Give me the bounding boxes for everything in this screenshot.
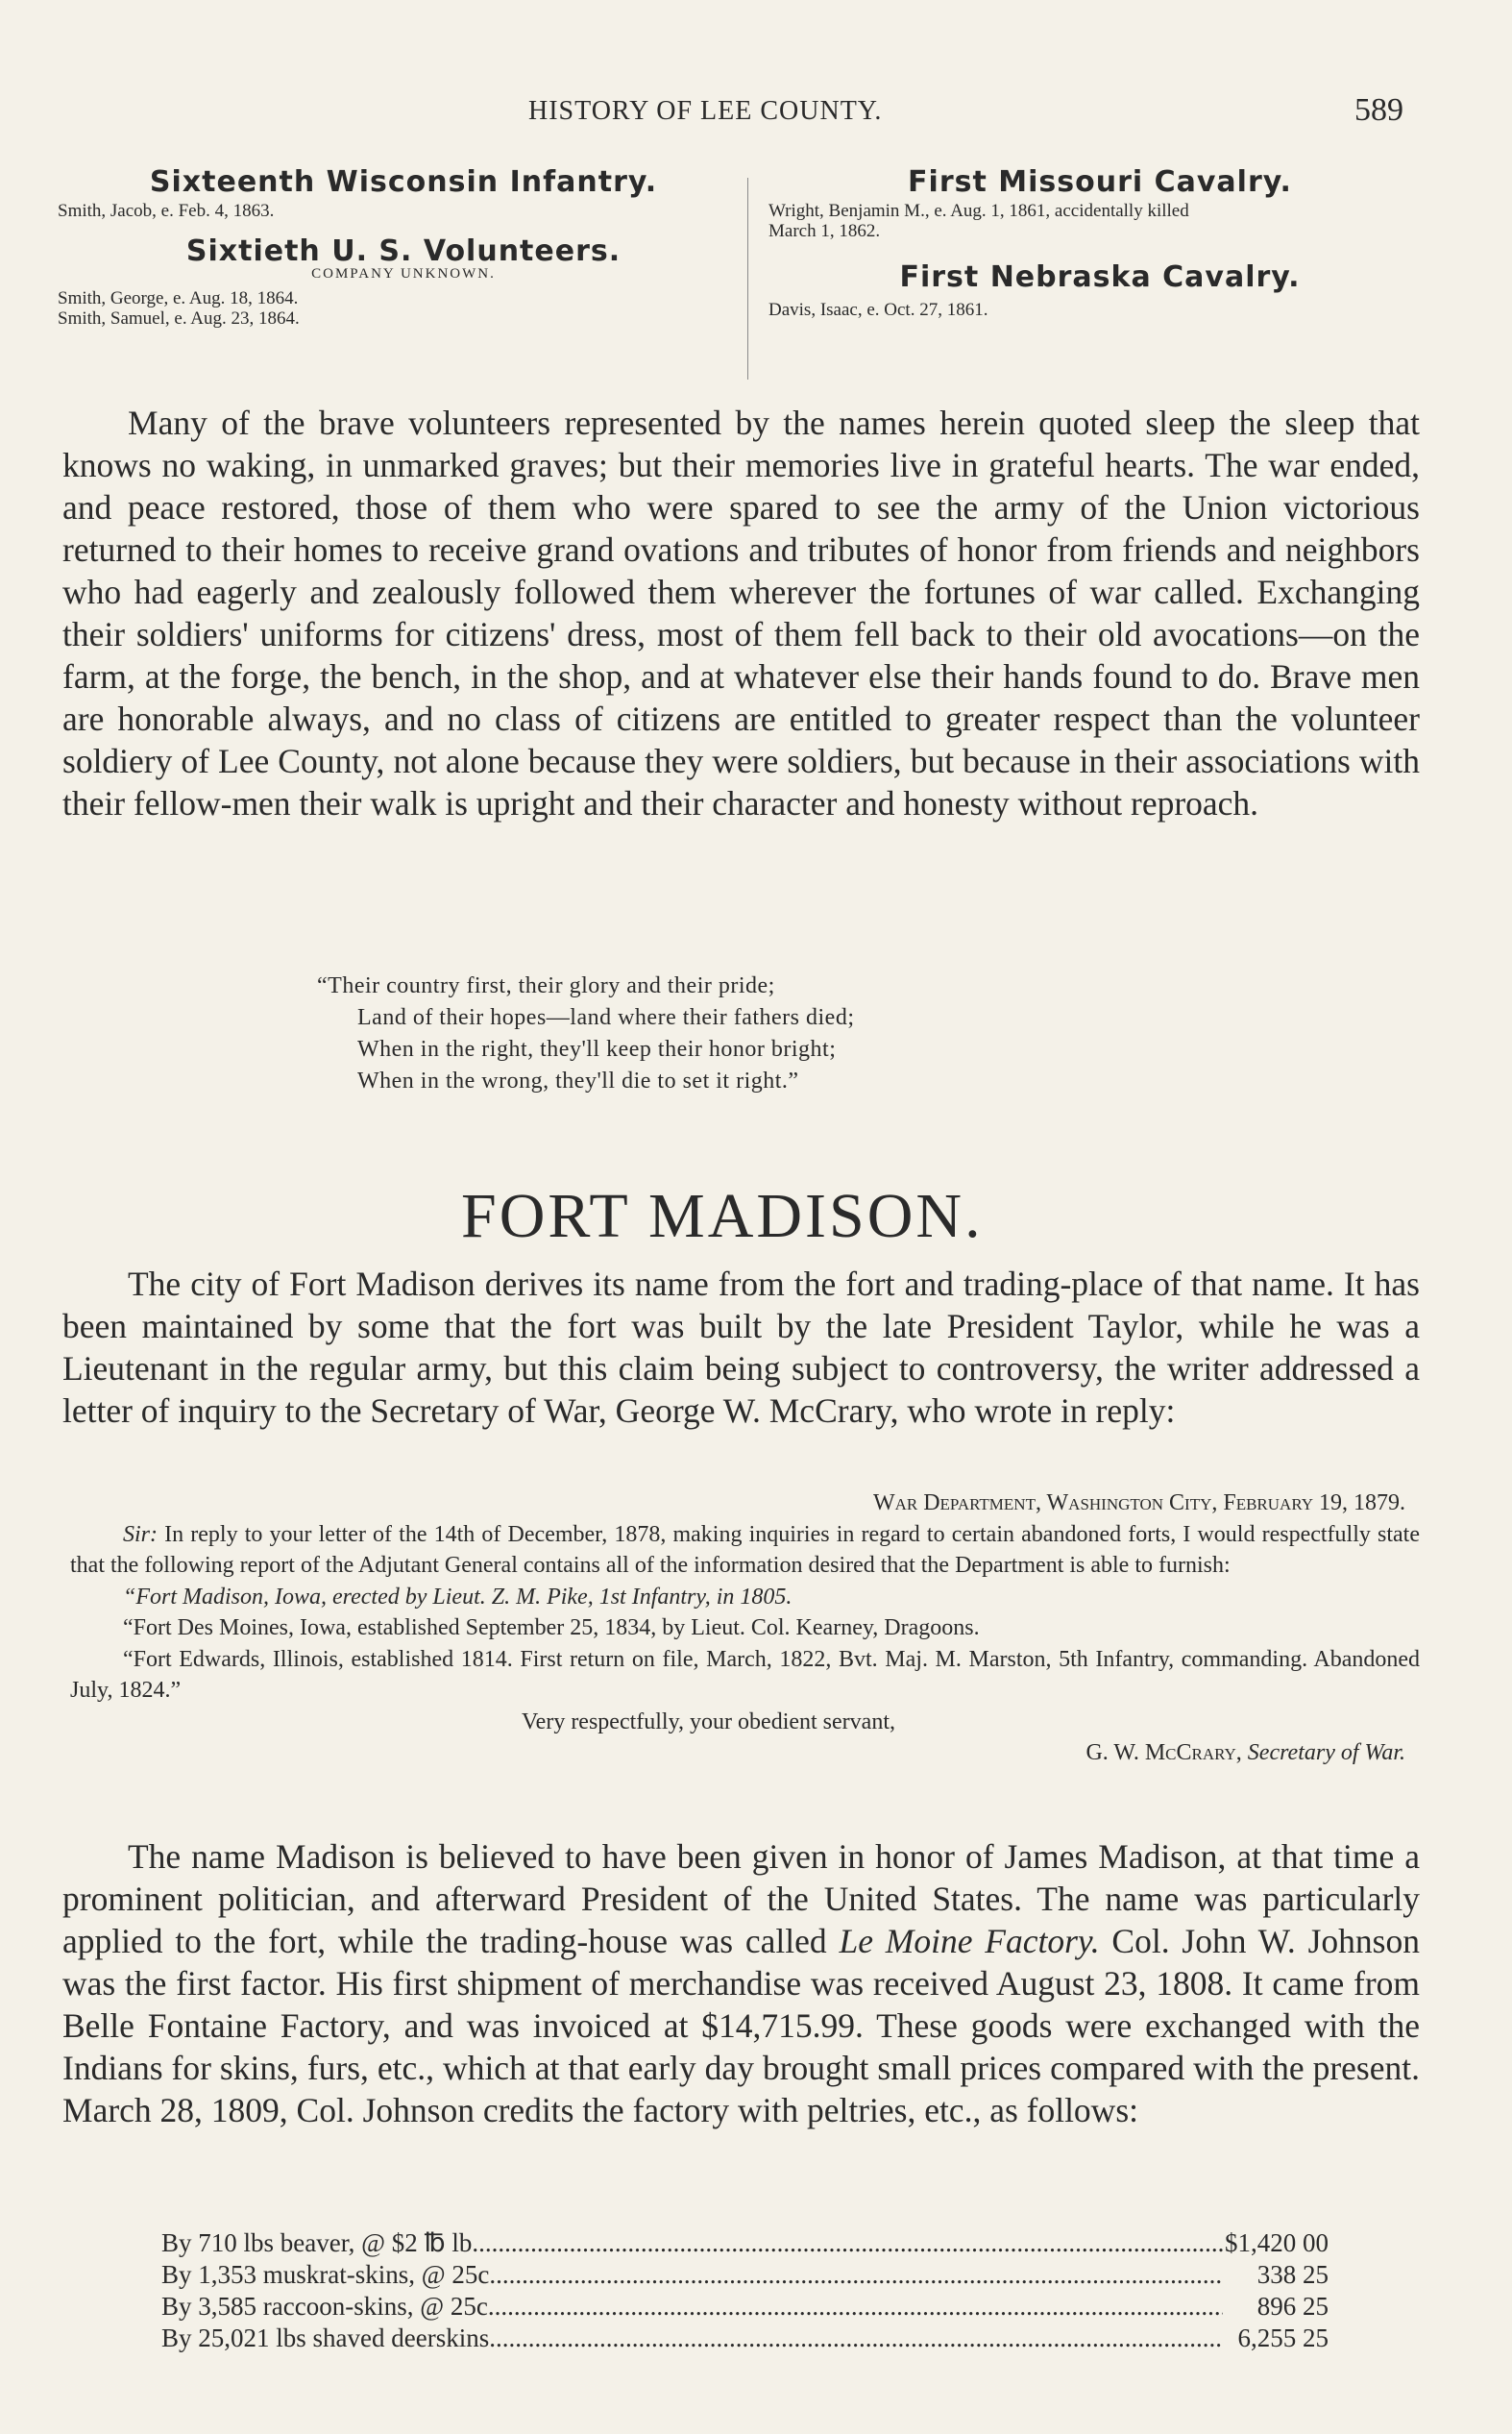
letter-dateline: War Department, Washington City, February 19, 1879. xyxy=(872,1490,1405,1515)
section-title: FORT MADISON. xyxy=(461,1181,984,1251)
paragraph-text: The city of Fort Madison derives its name from the fort and trading-place of that name. It has been maintained by some that the fort was built by the late President Taylor, while he was a Lieutenant in the regular army, but this claim being subject to controversy, the writer addressed a letter of inquiry to the Secretary of War, George W. McCrary, who wrote in reply: xyxy=(62,1265,1420,1430)
roster-entry: March 1, 1862. xyxy=(768,221,881,241)
verse-line: “Their country first, their glory and their pride; xyxy=(317,973,775,998)
memorial-paragraph xyxy=(62,402,1420,824)
roster-entry: Wright, Benjamin M., e. Aug. 1, 1861, accidentally killed xyxy=(768,201,1189,221)
letter-item: “Fort Des Moines, Iowa, established September 25, 1834, by Lieut. Col. Kearney, Dragoons. xyxy=(123,1615,980,1640)
factory-name: Le Moine Factory. xyxy=(839,1922,1100,1960)
ledger-item: By 710 lbs beaver, @ $2 ℔ lb xyxy=(161,2228,473,2257)
letter-body-text: In reply to your letter of the 14th of December, 1878, making inquiries in regard to certain abandoned forts, I would respectfully state that the following report of the Adjutant General contains all of the information desired that the Department is able to furnish: xyxy=(70,1521,1420,1578)
factory-paragraph xyxy=(62,1835,1420,2131)
signature-name: G. W. McCrary, xyxy=(1085,1740,1242,1765)
ledger-amount: 338 25 xyxy=(1256,2260,1329,2289)
leader-dots xyxy=(472,2227,1223,2259)
paragraph-text xyxy=(62,1835,1420,2131)
unit-subtitle: COMPANY UNKNOWN. xyxy=(311,266,496,282)
verse-line: When in the right, they'll keep their honor bright; xyxy=(357,1037,837,1062)
column-divider xyxy=(747,178,748,380)
unit-heading: First Missouri Cavalry. xyxy=(908,165,1292,199)
roster-left-column xyxy=(58,165,749,329)
unit-heading: Sixtieth U. S. Volunteers. xyxy=(185,234,622,268)
roster-entry: Smith, George, e. Aug. 18, 1864. xyxy=(58,288,299,308)
unit-heading: Sixteenth Wisconsin Infantry. xyxy=(149,165,658,199)
paragraph-text-part: Col. John W. Johnson was the first factor. His first shipment of merchandise was received August 23, 1808. It came from Belle Fontaine Factory, and was invoiced at $14,715.99. These goods were exchanged with the Indians for skins, furs, etc., which at that early day brought small prices compared with the present. March 28, 1809, Col. Johnson credits the factory with peltries, etc., as follows: xyxy=(62,1922,1420,2129)
letter-salutation: Sir: xyxy=(123,1521,158,1547)
verse-line: Land of their hopes—land where their fathers died; xyxy=(357,1005,855,1030)
page-number: 589 xyxy=(1354,92,1403,128)
signature-title: Secretary of War. xyxy=(1247,1740,1405,1765)
ledger-row xyxy=(161,2291,1329,2323)
paragraph-text-part: The name Madison is believed to have been given in honor of James Madison, at that time a prominent politician, and afterward President of the United States. The name was particularly applied to the fort, while the trading-house was called xyxy=(62,1837,1420,1960)
leader-dots xyxy=(488,2291,1223,2323)
ledger-row xyxy=(161,2259,1329,2291)
running-head: HISTORY OF LEE COUNTY. xyxy=(528,96,883,126)
leader-dots xyxy=(489,2259,1223,2291)
ledger-item: By 1,353 muskrat-skins, @ 25c xyxy=(161,2260,490,2289)
intro-paragraph xyxy=(62,1263,1420,1432)
leader-dots xyxy=(489,2323,1223,2354)
letter-item: “Fort Madison, Iowa, erected by Lieut. Z. M. Pike, 1st Infantry, in 1805. xyxy=(123,1584,793,1610)
letter-closing: Very respectfully, your obedient servant, xyxy=(522,1709,895,1734)
verse-quote xyxy=(317,971,855,1097)
roster-entry: Davis, Isaac, e. Oct. 27, 1861. xyxy=(768,300,988,320)
ledger-row xyxy=(161,2323,1329,2354)
unit-heading: First Nebraska Cavalry. xyxy=(899,260,1301,294)
credits-ledger xyxy=(161,2227,1329,2354)
letter-body xyxy=(70,1519,1420,1582)
ledger-row xyxy=(161,2227,1329,2259)
letter-item: “Fort Edwards, Illinois, established 1814. First return on file, March, 1822, Bvt. Maj. M. Marston, 5th Infantry, commanding. Abandoned July, 1824.” xyxy=(70,1646,1420,1703)
ledger-amount: 6,255 25 xyxy=(1237,2323,1329,2352)
ledger-amount: 896 25 xyxy=(1256,2292,1329,2321)
ledger-item: By 3,585 raccoon-skins, @ 25c xyxy=(161,2292,488,2321)
paragraph-text: Many of the brave volunteers represented by the names herein quoted sleep the sleep that knows no waking, in unmarked graves; but their memories live in grateful hearts. The war ended, and peace restored, those of them who were spared to see the army of the Union victorious returned to their homes to receive grand ovations and tributes of honor from friends and neighbors who had eagerly and zealously followed them wherever the fortunes of war called. Exchanging their soldiers' uniforms for citizens' dress, most of them fell back to their old avocations—on the farm, at the forge, the bench, in the shop, and at whatever else their hands found to do. Brave men are honorable always, and no class of citizens are entitled to greater respect than the volunteer soldiery of Lee County, not alone because they were soldiers, but because in their associations with their fellow-men their walk is upright and their character and honesty without reproach. xyxy=(62,404,1420,823)
ledger-amount: $1,420 00 xyxy=(1225,2228,1329,2257)
war-department-letter xyxy=(70,1487,1420,1769)
roster-entry: Smith, Samuel, e. Aug. 23, 1864. xyxy=(58,308,300,329)
verse-line: When in the wrong, they'll die to set it right.” xyxy=(357,1069,799,1094)
ledger-item: By 25,021 lbs shaved deerskins xyxy=(161,2323,490,2352)
roster-entry: Smith, Jacob, e. Feb. 4, 1863. xyxy=(58,201,275,221)
letter-signature xyxy=(70,1737,1420,1769)
roster-right-column xyxy=(768,165,1431,320)
